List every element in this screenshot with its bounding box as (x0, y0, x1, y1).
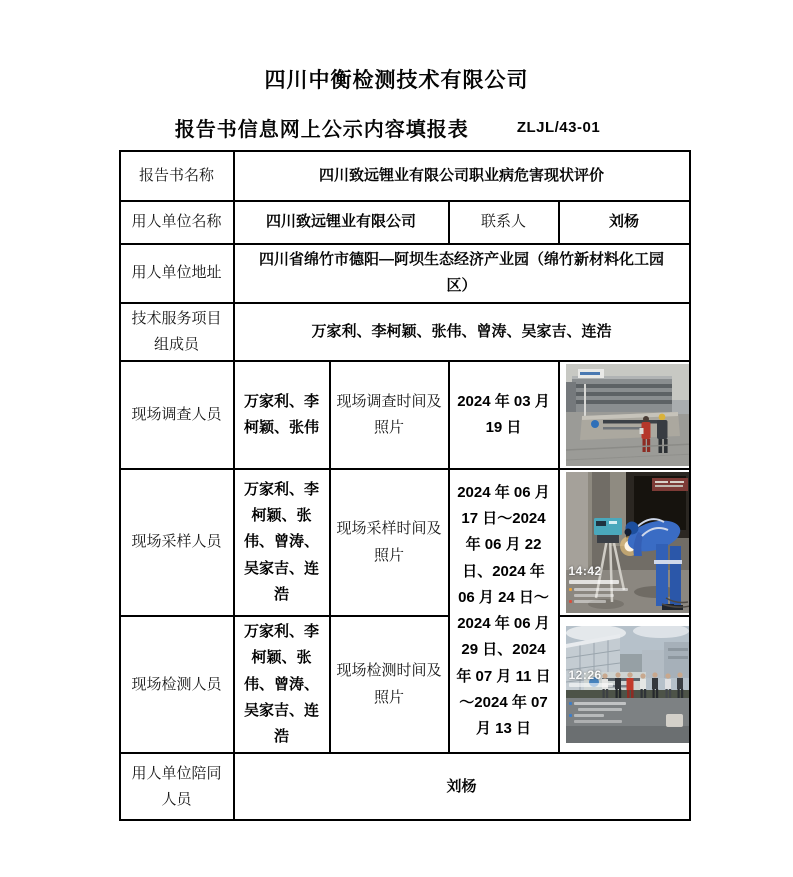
photo-caption-bar (569, 580, 619, 584)
sampling-photo (566, 472, 690, 613)
row-team-members (120, 303, 690, 362)
accompany-label: 用人单位陪同人员 (120, 753, 234, 820)
company-title: 四川中衡检测技术有限公司 (264, 69, 529, 92)
sampling-photo-cell (559, 469, 690, 616)
photo-caption-bar (574, 720, 622, 723)
photo-caption-bar (574, 600, 606, 603)
photo-caption-marker (569, 600, 572, 603)
photo-timestamp: 12:26 (568, 668, 602, 683)
row-site-sampling (120, 469, 690, 616)
team-members-value: 万家利、李柯颖、张伟、曾涛、吴家吉、连浩 (234, 303, 690, 362)
survey-personnel-names: 万家利、李柯颖、张伟 (234, 361, 330, 469)
employer-address-label: 用人单位地址 (120, 244, 234, 303)
survey-time-label: 现场调查时间及照片 (330, 361, 449, 469)
form-code: ZLJL/43-01 (516, 118, 601, 136)
sampling-time-label: 现场采样时间及照片 (330, 469, 449, 616)
photo-timestamp: 14:42 (568, 564, 602, 578)
team-members-label: 技术服务项目组成员 (120, 303, 234, 362)
form-title: 报告书信息网上公示内容填报表 (174, 118, 469, 141)
employer-name-label: 用人单位名称 (120, 201, 234, 244)
report-name-value: 四川致远锂业有限公司职业病危害现状评价 (234, 151, 690, 201)
survey-photo-cell (559, 361, 690, 469)
contact-name-value: 刘杨 (559, 201, 690, 244)
sampling-personnel-names: 万家利、李柯颖、张伟、曾涛、吴家吉、连浩 (234, 469, 330, 616)
row-site-survey (120, 361, 690, 469)
photo-caption-marker (569, 702, 572, 705)
sampling-testing-dates: 2024 年 06 月 17 日～2024 年 06 月 22 日、2024 年 06 月 24 日～2024 年 06 月 29 日、2024 年 07 月 11 日～2024 年 07 月 13 日 (449, 469, 559, 753)
photo-caption-bar (574, 594, 614, 597)
photo-caption-marker (569, 588, 572, 591)
survey-personnel-label: 现场调查人员 (120, 361, 234, 469)
photo-caption-bar (574, 588, 628, 591)
employer-name-value: 四川致远锂业有限公司 (234, 201, 449, 244)
sampling-personnel-label: 现场采样人员 (120, 469, 234, 616)
survey-dates: 2024 年 03 月 19 日 (449, 361, 559, 469)
photo-caption-marker (569, 714, 572, 717)
employer-address-value: 四川省绵竹市德阳—阿坝生态经济产业园（绵竹新材料化工园区） (234, 244, 690, 303)
row-employer-address (120, 244, 690, 303)
report-info-table (119, 150, 691, 821)
photo-watermark-badge (666, 714, 683, 727)
testing-personnel-names: 万家利、李柯颖、张伟、曾涛、吴家吉、连浩 (234, 616, 330, 753)
row-accompany (120, 753, 690, 820)
row-report-name (120, 151, 690, 201)
welding-sampling-photo-graphic (566, 472, 690, 613)
testing-personnel-label: 现场检测人员 (120, 616, 234, 753)
testing-photo-cell (559, 616, 690, 753)
testing-time-label: 现场检测时间及照片 (330, 616, 449, 753)
row-employer-name (120, 201, 690, 244)
accompany-value: 刘杨 (234, 753, 690, 820)
row-site-testing (120, 616, 690, 753)
photo-caption-bar (574, 702, 626, 705)
photo-date-bar (569, 683, 613, 687)
testing-photo (566, 626, 690, 743)
form-table-wrapper (119, 150, 689, 821)
report-name-label: 报告书名称 (120, 151, 234, 201)
survey-photo (566, 364, 690, 466)
photo-caption-bar (578, 708, 622, 711)
form-title-row (0, 114, 793, 140)
photo-caption-bar (574, 714, 604, 717)
contact-label: 联系人 (449, 201, 559, 244)
document-header (0, 0, 793, 140)
factory-entrance-photo-graphic (566, 364, 690, 466)
